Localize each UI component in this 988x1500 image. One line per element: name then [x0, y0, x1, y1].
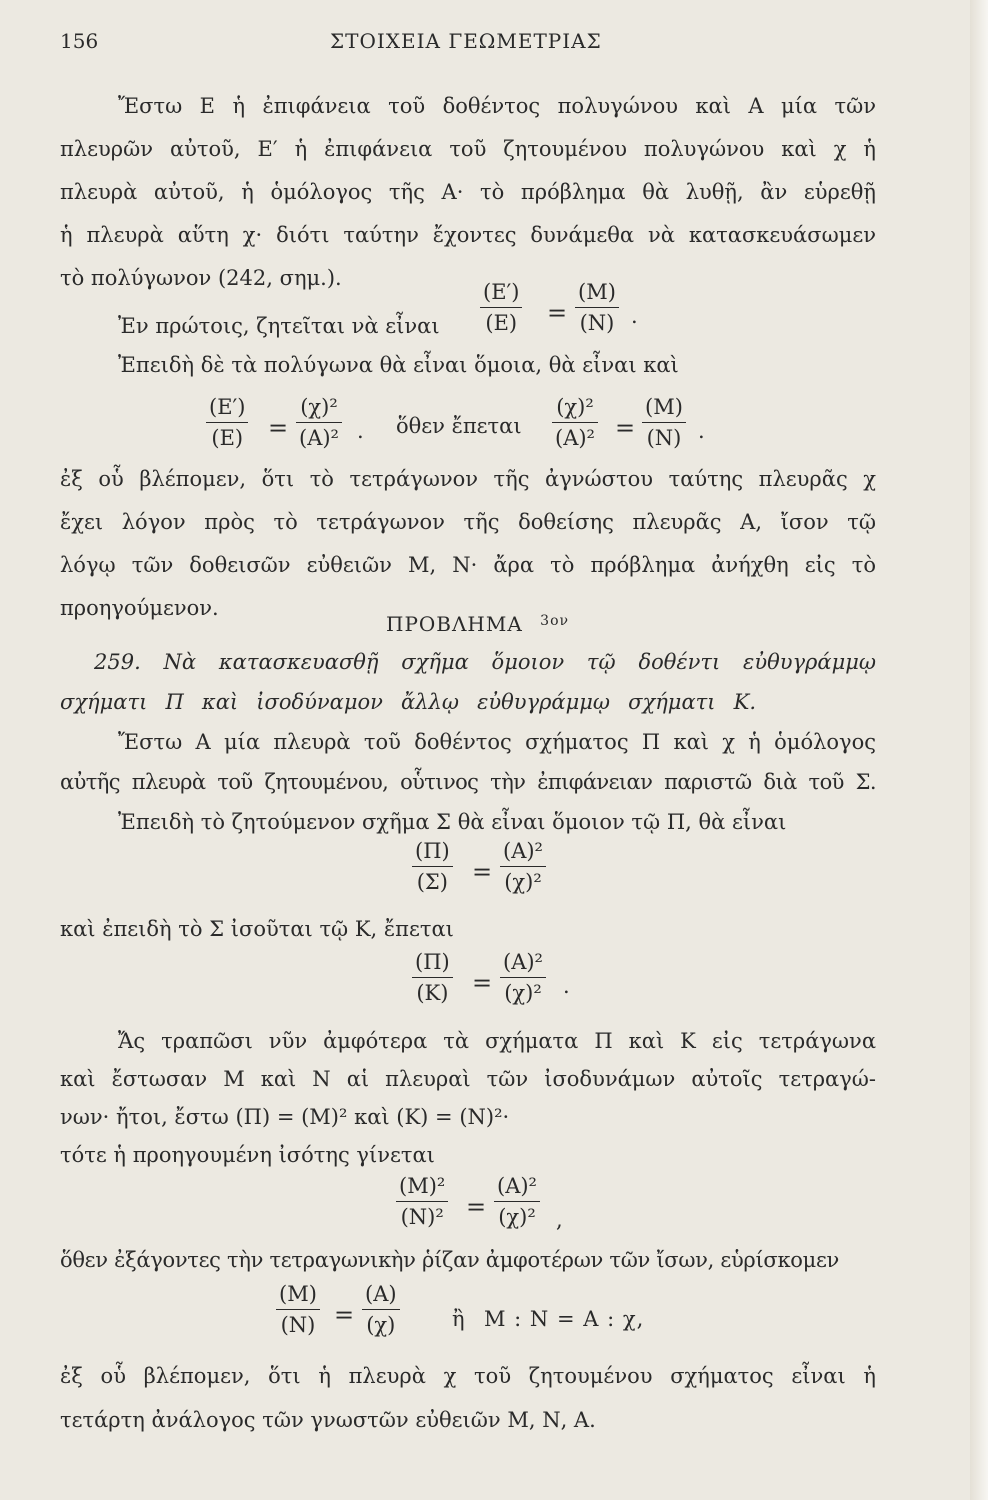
fraction-e-prime-over-e — [480, 282, 522, 334]
numerator: (Μ) — [276, 1284, 320, 1310]
numerator: (Μ) — [575, 282, 619, 308]
denominator: (Α)² — [555, 426, 595, 450]
numerator: (Α)² — [494, 1176, 540, 1202]
text-line: αὐτῆς πλευρὰ τοῦ ζητουμένου, οὗτινος τὴν ἐπιφάνειαν παριστῶ διὰ τοῦ Σ. — [60, 770, 876, 794]
denominator: (Ν)² — [400, 1205, 444, 1229]
text-line: Ἐπειδὴ τὸ ζητούμενον σχῆμα Σ θὰ εἶναι ὅμοιον τῷ Π, θὰ εἶναι — [118, 810, 787, 834]
text-line: ἐξ οὗ βλέπομεν, ὅτι ἡ πλευρὰ χ τοῦ ζητουμένου σχήματος εἶναι ἡ — [60, 1364, 876, 1388]
numerator: (Ε′) — [480, 282, 522, 308]
numerator: (Μ)² — [396, 1176, 448, 1202]
text-line: τότε ἡ προηγουμένη ἰσότης γίνεται — [60, 1143, 435, 1167]
fraction-e-prime-over-e — [206, 397, 248, 449]
numerator: (Π) — [412, 952, 453, 978]
fraction-a-over-chi — [362, 1284, 400, 1336]
fraction-p-over-k — [412, 952, 453, 1004]
numerator: (χ)² — [552, 397, 598, 423]
equals-sign: = — [466, 1193, 487, 1221]
numerator: (Α)² — [500, 952, 546, 978]
fraction-m-sq-over-n-sq — [396, 1176, 448, 1228]
text-line: πλευρῶν αὐτοῦ, Ε′ ἡ ἐπιφάνεια τοῦ ζητουμένου πολυγώνου καὶ χ ἡ — [60, 137, 876, 161]
equals-sign: = — [268, 414, 289, 442]
fraction-m-over-n — [642, 397, 686, 449]
problem-statement-line: 259. Νὰ κατασκευασθῇ σχῆμα ὅμοιον τῷ δοθέντι εὐθυγράμμῳ — [94, 650, 876, 674]
period: . — [563, 974, 570, 998]
or-word: ἢ — [452, 1307, 465, 1331]
denominator: (χ)² — [498, 1205, 536, 1229]
text-line: ἐξ οὗ βλέπομεν, ὅτι τὸ τετράγωνον τῆς ἀγνώστου ταύτης πλευρᾶς χ — [60, 467, 876, 491]
text-line: ἡ πλευρὰ αὕτη χ· διότι ταύτην ἔχοντες δυνάμεθα νὰ κατασκευάσωμεν — [60, 223, 876, 247]
fraction-a-sq-over-chi-sq — [500, 952, 546, 1004]
denominator: (Σ) — [416, 870, 448, 894]
text-line: τετάρτη ἀνάλογος τῶν γνωστῶν εὐθειῶν Μ, Ν, Α. — [60, 1408, 596, 1432]
numerator: (Π) — [412, 841, 453, 867]
text-line: Ἐν πρώτοις, ζητεῖται νὰ εἶναι — [118, 314, 440, 338]
denominator: (Α)² — [299, 426, 339, 450]
page-edge — [970, 0, 988, 1500]
equals-sign: = — [615, 414, 636, 442]
denominator: (χ)² — [504, 870, 542, 894]
fraction-chi-sq-over-a-sq — [296, 397, 342, 449]
text-line: ἔχει λόγον πρὸς τὸ τετράγωνον τῆς δοθείσης πλευρᾶς Α, ἴσον τῷ — [60, 510, 876, 534]
ratio-proportion: Μ : Ν = Α : χ, — [484, 1307, 645, 1331]
denominator: (Κ) — [416, 981, 449, 1005]
text-line: Ἄς τραπῶσι νῦν ἀμφότερα τὰ σχήματα Π καὶ Κ εἰς τετράγωνα — [118, 1029, 876, 1053]
equals-sign: = — [472, 969, 493, 997]
text-line: Ἐπειδὴ δὲ τὰ πολύγωνα θὰ εἶναι ὅμοια, θὰ εἶναι καὶ — [118, 353, 679, 377]
denominator: (Ν) — [280, 1313, 316, 1337]
equals-sign: = — [334, 1301, 355, 1329]
period: . — [698, 419, 705, 443]
text-line: πλευρὰ αὐτοῦ, ἡ ὁμόλογος τῆς Α· τὸ πρόβλημα θὰ λυθῇ, ἂν εὑρεθῇ — [60, 180, 876, 204]
fraction-m-over-n — [575, 282, 619, 334]
equals-sign: = — [472, 858, 493, 886]
page-number: 156 — [60, 29, 99, 53]
denominator: (χ) — [366, 1313, 396, 1337]
hence-text: ὅθεν ἔπεται — [396, 414, 522, 438]
problem-heading — [386, 614, 569, 634]
period: . — [631, 304, 638, 328]
heading-ordinal: 3ον — [540, 613, 570, 629]
problem-statement-line: σχήματι Π καὶ ἰσοδύναμον ἄλλῳ εὐθυγράμμῳ σχήματι Κ. — [60, 690, 756, 714]
equals-sign: = — [547, 299, 568, 327]
heading-text: ΠΡΟΒΛΗΜΑ — [386, 612, 523, 636]
denominator: (Ν) — [579, 311, 615, 335]
text-line: τὸ πολύγωνον (242, σημ.). — [60, 266, 342, 290]
fraction-a-sq-over-chi-sq — [494, 1176, 540, 1228]
numerator: (Α) — [362, 1284, 400, 1310]
text-line: λόγῳ τῶν δοθεισῶν εὐθειῶν Μ, Ν· ἄρα τὸ πρόβλημα ἀνήχθη εἰς τὸ — [60, 553, 876, 577]
denominator: (χ)² — [504, 981, 542, 1005]
text-line: προηγούμενον. — [60, 596, 219, 620]
numerator: (χ)² — [296, 397, 342, 423]
text-line: καὶ ἔστωσαν Μ καὶ Ν αἱ πλευραὶ τῶν ἰσοδυνάμων αὐτοῖς τετραγώ- — [60, 1067, 876, 1091]
fraction-a-sq-over-chi-sq — [500, 841, 546, 893]
comma: , — [556, 1208, 563, 1232]
denominator: (Ν) — [646, 426, 682, 450]
numerator: (Α)² — [500, 841, 546, 867]
denominator: (Ε) — [211, 426, 244, 450]
fraction-chi-sq-over-a-sq — [552, 397, 598, 449]
text-line: Ἔστω Α μία πλευρὰ τοῦ δοθέντος σχήματος Π καὶ χ ἡ ὁμόλογος — [118, 730, 876, 754]
text-line: καὶ ἐπειδὴ τὸ Σ ἰσοῦται τῷ Κ, ἔπεται — [60, 917, 454, 941]
text-line: νων· ἤτοι, ἔστω (Π) = (Μ)² καὶ (Κ) = (Ν)²· — [60, 1105, 510, 1129]
numerator: (Μ) — [642, 397, 686, 423]
text-line: ὅθεν ἐξάγοντες τὴν τετραγωνικὴν ῥίζαν ἀμφοτέρων τῶν ἴσων, εὑρίσκομεν — [60, 1248, 840, 1272]
denominator: (Ε) — [485, 311, 518, 335]
fraction-p-over-s — [412, 841, 453, 893]
numerator: (Ε′) — [206, 397, 248, 423]
running-title: ΣΤΟΙΧΕΙΑ ΓΕΩΜΕΤΡΙΑΣ — [330, 29, 602, 53]
text-line: Ἔστω Ε ἡ ἐπιφάνεια τοῦ δοθέντος πολυγώνου καὶ Α μία τῶν — [118, 94, 876, 118]
period: . — [357, 419, 364, 443]
fraction-m-over-n — [276, 1284, 320, 1336]
